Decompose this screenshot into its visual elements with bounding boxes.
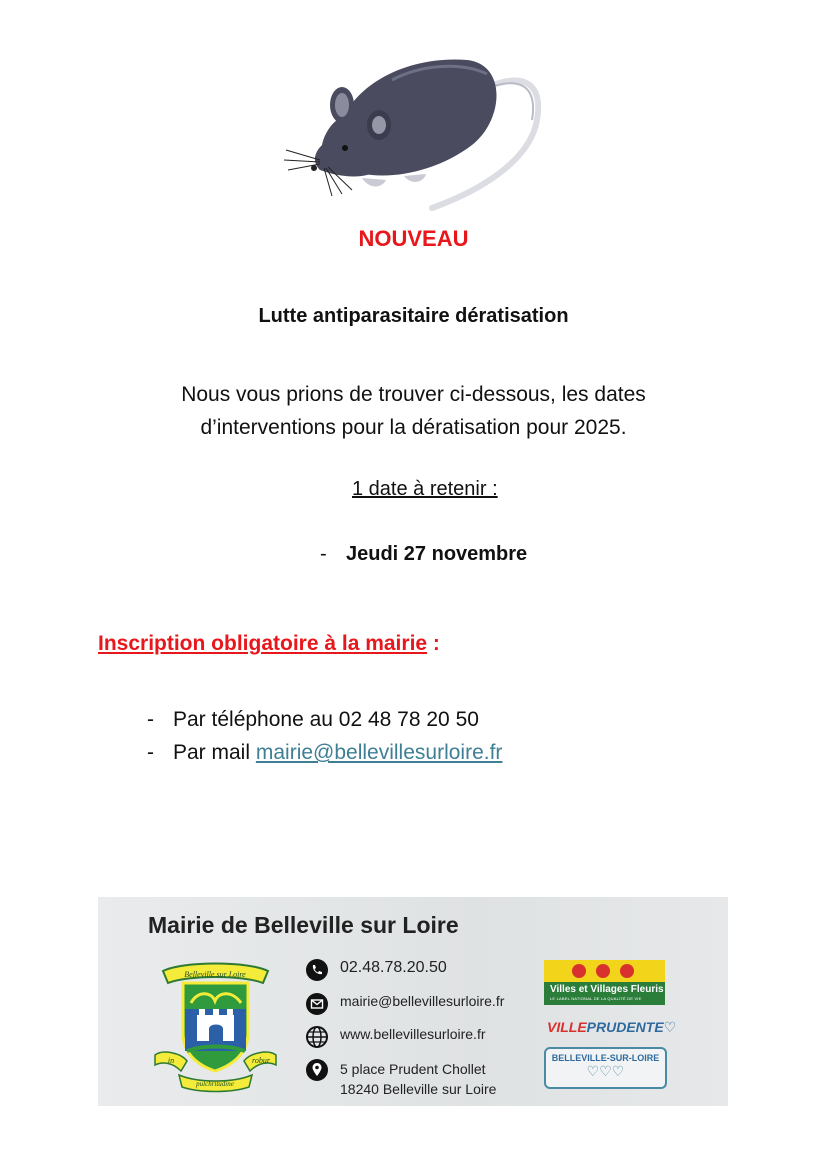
location-pin-icon bbox=[306, 1059, 328, 1081]
inscription-colon: : bbox=[427, 632, 440, 655]
inscription-label: Inscription obligatoire à la mairie bbox=[98, 632, 428, 655]
date-value: Jeudi 27 novembre bbox=[346, 543, 528, 565]
date-list-item bbox=[320, 543, 527, 566]
hearts-icon: ♡♡♡ bbox=[586, 1063, 625, 1079]
crest-motto-bottom: pulchritudine bbox=[196, 1080, 234, 1088]
footer-website-text[interactable]: www.bellevillesurloire.fr bbox=[340, 1026, 486, 1042]
list-bullet: - bbox=[147, 708, 154, 731]
flower-icon bbox=[620, 964, 634, 978]
footer-phone bbox=[306, 959, 447, 981]
crest-motto-left: in bbox=[167, 1056, 175, 1065]
bsl-label: BELLEVILLE-SUR-LOIRE bbox=[551, 1053, 660, 1063]
belleville-sur-loire-badge bbox=[544, 1047, 667, 1089]
footer-address-line-1: 5 place Prudent Chollet bbox=[340, 1061, 486, 1077]
intro-line-1: Nous vous prions de trouver ci-dessous, les dates bbox=[181, 383, 646, 406]
list-bullet: - bbox=[320, 543, 327, 565]
footer-website bbox=[306, 1026, 486, 1048]
crest-icon bbox=[153, 953, 278, 1093]
footer-banner bbox=[98, 897, 728, 1106]
villes-villages-fleuris-badge bbox=[544, 960, 665, 1005]
mail-prefix: Par mail bbox=[173, 741, 256, 764]
globe-icon bbox=[306, 1026, 328, 1048]
ville-prudente-badge bbox=[547, 1019, 676, 1036]
flower-icon bbox=[572, 964, 586, 978]
heart-icon: ♡ bbox=[663, 1019, 677, 1035]
vp-prudente: PRUDENTE bbox=[586, 1019, 664, 1035]
mail-link[interactable]: mairie@bellevillesurloire.fr bbox=[255, 741, 503, 764]
list-bullet: - bbox=[147, 741, 154, 764]
crest-motto-top: Belleville sur Loire bbox=[184, 970, 246, 979]
footer-email-text[interactable]: mairie@bellevillesurloire.fr bbox=[340, 993, 505, 1009]
phone-text: Par téléphone au 02 48 78 20 50 bbox=[173, 708, 479, 731]
vp-ville: VILLE bbox=[547, 1019, 587, 1035]
inscription-heading bbox=[98, 632, 440, 656]
phone-icon bbox=[306, 959, 328, 981]
page-title: Lutte antiparasitaire dératisation bbox=[258, 305, 569, 327]
footer-phone-text: 02.48.78.20.50 bbox=[340, 959, 447, 976]
contact-phone-item bbox=[147, 708, 479, 732]
footer-address-line-2: 18240 Belleville sur Loire bbox=[340, 1081, 497, 1097]
nouveau-badge: NOUVEAU bbox=[358, 226, 469, 251]
rat-illustration bbox=[282, 50, 544, 212]
vvf-subtitle: LE LABEL NATIONAL DE LA QUALITÉ DE VIE bbox=[550, 996, 642, 1001]
flower-icon bbox=[596, 964, 610, 978]
intro-paragraph bbox=[0, 378, 827, 444]
footer-address bbox=[306, 1059, 496, 1099]
footer-email bbox=[306, 993, 504, 1015]
email-icon bbox=[306, 993, 328, 1015]
crest-motto-right: robur bbox=[252, 1056, 270, 1065]
vvf-label-bar bbox=[544, 982, 665, 1005]
footer-title: Mairie de Belleville sur Loire bbox=[148, 912, 459, 938]
intro-line-2: d’interventions pour la dératisation pour 2025. bbox=[200, 416, 627, 439]
dates-label: 1 date à retenir : bbox=[352, 478, 498, 500]
vvf-title: Villes et Villages Fleuris bbox=[550, 984, 664, 995]
contact-mail-item bbox=[147, 741, 502, 765]
